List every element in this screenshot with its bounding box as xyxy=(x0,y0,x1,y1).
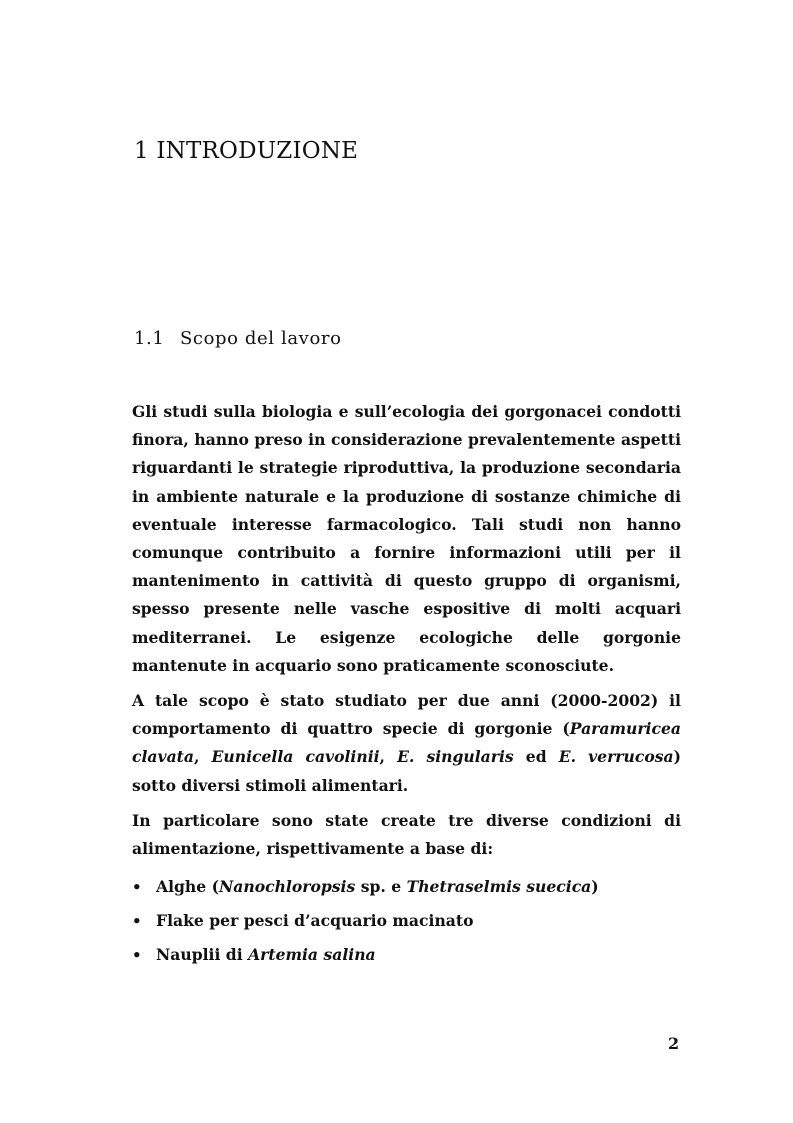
text-run: A tale scopo è stato studiato per due anni (2000-2002) il comportamento di quattro specie di gorgonie ( xyxy=(132,691,681,739)
italic-text-run: Artemia salina xyxy=(248,945,376,965)
bullet-item xyxy=(132,870,681,904)
italic-text-run: Nanochloropsis xyxy=(219,877,356,897)
text-run: , xyxy=(379,747,398,767)
bullet-item xyxy=(132,904,681,938)
text-run: Alghe ( xyxy=(156,877,219,897)
text-run: ) xyxy=(591,877,599,897)
text-run: sp. e xyxy=(355,877,407,897)
paragraphs xyxy=(132,398,681,863)
bullet-text xyxy=(156,911,474,930)
text-run: ) sotto diversi stimoli alimentari. xyxy=(132,747,682,795)
bullet-dot-icon: • xyxy=(132,912,142,931)
body-text xyxy=(132,398,681,972)
paragraph xyxy=(132,687,681,800)
text-run: , xyxy=(194,747,212,767)
section-title: Scopo del lavoro xyxy=(180,328,342,349)
italic-text-run: E. singularis xyxy=(397,747,514,767)
bullet-dot-icon: • xyxy=(132,878,142,897)
italic-text-run: Thetraselmis suecica xyxy=(406,877,592,897)
bullet-item xyxy=(132,938,681,972)
paragraph xyxy=(132,807,681,863)
text-run: Flake per pesci d’acquario macinato xyxy=(156,911,474,931)
italic-text-run: Eunicella cavolinii xyxy=(211,747,380,767)
paragraph xyxy=(132,398,681,680)
bullet-dot-icon: • xyxy=(132,946,142,965)
text-run: ed xyxy=(513,747,559,767)
text-run: Gli studi sulla biologia e sull’ecologia dei gorgonacei condotti finora, hanno preso in considerazione prevalentemente aspetti riguardanti le strategie riproduttiva, la produzione secondaria in ambiente naturale e la produzione di sostanze chimiche di eventuale interesse farmacologico. Tali studi non hanno comunque contribuito a fornire informazioni utili per il mantenimento in cattività di questo gruppo di organismi, spesso presente nelle vasche espositive di molti acquari mediterranei. Le esigenze ecologiche delle gorgonie mantenute in acquario sono praticamente sconosciute. xyxy=(132,402,681,675)
text-run: In particolare sono state create tre diverse condizioni di alimentazione, rispettivamente a base di: xyxy=(132,810,681,859)
italic-text-run: Paramuricea clavata xyxy=(132,719,681,767)
page-number: 2 xyxy=(668,1034,680,1053)
bullet-text xyxy=(156,945,376,964)
chapter-title: 1 INTRODUZIONE xyxy=(134,138,359,164)
bullet-list xyxy=(132,870,681,972)
italic-text-run: E. verrucosa xyxy=(558,747,674,767)
bullet-text xyxy=(156,877,599,896)
text-run: Nauplii di xyxy=(156,945,249,965)
section-heading xyxy=(134,328,342,349)
section-number: 1.1 xyxy=(134,328,165,349)
